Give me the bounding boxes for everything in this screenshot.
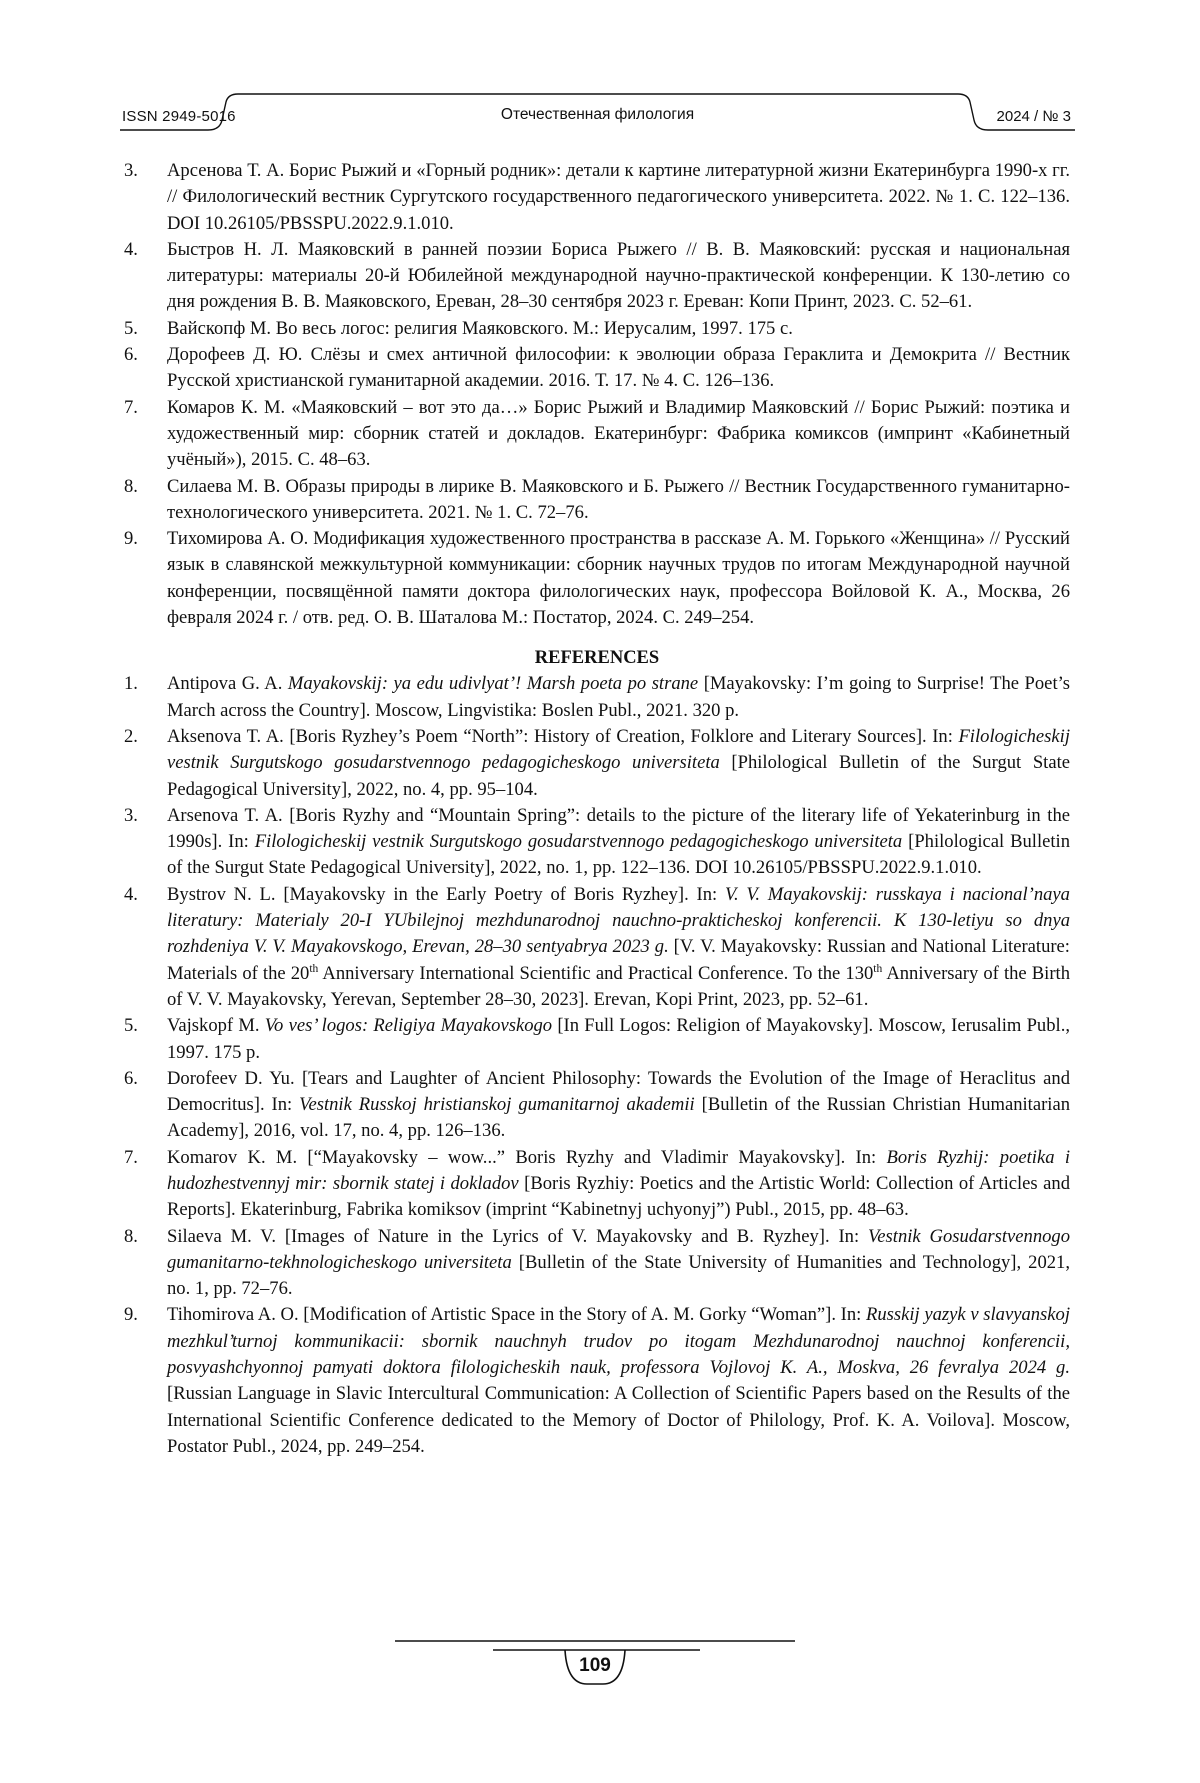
page-footer (395, 1638, 795, 1698)
item-text: Komarov K. M. [“Mayakovsky – wow...” Boris Ryzhy and Vladimir Mayakovsky]. In: Boris Ryzhij: poetika i hudozhestvennyj mir: sbornik statej i dokladov [Boris Ryzhiy: Poetics and the Artistic World: Collection of Articles and Reports]. Ekaterinburg, Fabrika komiksov (imprint “Kabinetnyj uchyonyj”) Publ., 2015, pp. 48–63. (167, 1146, 1070, 1221)
list-item (124, 1066, 1070, 1145)
item-text: Вайскопф М. Во весь логос: религия Маяковского. М.: Иерусалим, 1997. 175 с. (167, 317, 793, 339)
references-heading: REFERENCES (534, 648, 660, 669)
item-text: Bystrov N. L. [Mayakovsky in the Early Poetry of Boris Ryzhey]. In: V. V. Mayakovskij: russkaya i nacional’naya literatury: Materialy 20-I YUbilejnoj mezhdunarodnoj nauchno-prakticheskoj konferencii. K 130-letiyu so dnya rozhdeniya V. V. Mayakovskogo, Erevan, 28–30 sentyabrya 2023 g. [V. V. Mayakovsky: Russian and National Literature: Materials of the 20th Anniversary International Scientific and Practical Conference. To the 130th Anniversary of the Birth of V. V. Mayakovsky, Yerevan, September 28–30, 2023]. Erevan, Kopi Print, 2023, pp. 52–61. (167, 883, 1071, 1010)
list-item (124, 1224, 1070, 1303)
item-number: 8. (124, 1225, 138, 1247)
list-item (124, 803, 1070, 882)
item-number: 4. (124, 883, 138, 905)
item-text: Комаров К. М. «Маяковский – вот это да…» Борис Рыжий и Владимир Маяковский // Борис Рыжий: поэтика и художественный мир: сборник статей и докладов. Екатеринбург: Фабрика комиксов (импринт «Кабинетный учёный»), 2015. С. 48–63. (167, 396, 1070, 471)
reference-list-content (124, 158, 1070, 1460)
list-item (124, 158, 1070, 237)
item-number: 5. (124, 1015, 138, 1037)
list-item (124, 395, 1070, 474)
journal-title: Отечественная филология (500, 106, 695, 123)
item-number: 8. (124, 475, 138, 497)
item-text: Aksenova T. A. [Boris Ryzhey’s Poem “North”: History of Creation, Folklore and Literary Sources]. In: Filologicheskij vestnik Surgutskogo gosudarstvennogo pedagogicheskogo universiteta [Philological Bulletin of the Surgut State Pedagogical University], 2022, no. 4, pp. 95–104. (167, 725, 1070, 800)
item-text: Тихомирова А. О. Модификация художественного пространства в рассказе А. М. Горького «Женщина» // Русский язык в славянской межкультурной коммуникации: сборник научных трудов по итогам Международной научной конференции, посвящённой памяти доктора филологических наук, профессора Войловой К. А., Москва, 26 февраля 2024 г. / отв. ред. О. В. Шаталова М.: Постатор, 2024. С. 249–254. (167, 528, 1070, 629)
item-text: Дорофеев Д. Ю. Слёзы и смех античной философии: к эволюции образа Гераклита и Демокрита // Вестник Русской христианской гуманитарной академии. 2016. Т. 17. № 4. С. 126–136. (167, 344, 1070, 392)
item-text: Arsenova T. A. [Boris Ryzhy and “Mountain Spring”: details to the picture of the literary life of Yekaterinburg in the 1990s]. In: Filologicheskij vestnik Surgutskogo gosudarstvennogo pedagogicheskogo universiteta [Philological Bulletin of the Surgut State Pedagogical University], 2022, no. 1, pp. 122–136. DOI 10.26105/PBSSPU.2022.9.1.010. (167, 804, 1070, 879)
list-item (124, 1013, 1070, 1066)
item-text: Tihomirova A. O. [Modification of Artistic Space in the Story of A. M. Gorky “Woman”]. In: Russkij yazyk v slavyanskoj mezhkul’turnoj kommunikacii: sbornik nauchnyh trudov po itogam Mezhdunarodnoj nauchnoj konferencii, posvyashchyonnoj pamyati doktora filologicheskih nauk, professora Vojlovoj K. A., Moskva, 26 fevralya 2024 g. [Russian Language in Slavic Intercultural Communication: A Collection of Scientific Papers based on the Results of the International Scientific Conference dedicated to the Memory of Doctor of Philology, Prof. K. A. Voilova]. Moscow, Postator Publ., 2024, pp. 249–254. (167, 1304, 1071, 1457)
list-item (124, 1145, 1070, 1224)
item-text: Vajskopf M. Vo ves’ logos: Religiya Mayakovskogo [In Full Logos: Religion of Mayakovsky]. Moscow, Ierusalim Publ., 1997. 175 p. (167, 1015, 1070, 1063)
running-header (120, 92, 1075, 134)
list-item (124, 671, 1070, 724)
item-number: 9. (124, 1304, 138, 1326)
item-text: Antipova G. A. Mayakovskij: ya edu udivlyat’! Marsh poeta po strane [Mayakovsky: I’m going to Surprise! The Poet’s March across the Country]. Moscow, Lingvistika: Boslen Publ., 2021. 320 p. (167, 673, 1071, 721)
list-item (124, 724, 1070, 803)
list-item (124, 882, 1070, 1013)
item-number: 6. (124, 344, 138, 366)
item-text: Dorofeev D. Yu. [Tears and Laughter of Ancient Philosophy: Towards the Evolution of the Image of Heraclitus and Democritus]. In: Vestnik Russkoj hristianskoj gumanitarnoj akademii [Bulletin of the Russian Christian Humanitarian Academy], 2016, vol. 17, no. 4, pp. 126–136. (167, 1067, 1070, 1142)
english-reference-list (124, 671, 1070, 1460)
issn-label: ISSN 2949-5016 (122, 108, 236, 125)
list-item (124, 474, 1070, 527)
list-item (124, 316, 1070, 342)
item-text: Быстров Н. Л. Маяковский в ранней поэзии Бориса Рыжего // В. В. Маяковский: русская и национальная литературы: материалы 20-й Юбилейной международной научно-практической конференции. К 130-летию со дня рождения В. В. Маяковского, Ереван, 28–30 сентября 2023 г. Ереван: Копи Принт, 2023. С. 52–61. (167, 238, 1070, 313)
list-item (124, 342, 1070, 395)
item-number: 7. (124, 396, 138, 418)
item-number: 6. (124, 1067, 138, 1089)
list-item (124, 1302, 1070, 1460)
list-item (124, 526, 1070, 631)
item-number: 7. (124, 1146, 138, 1168)
item-text: Silaeva M. V. [Images of Nature in the Lyrics of V. Mayakovsky and B. Ryzhey]. In: Vestnik Gosudarstvennogo gumanitarno-tekhnologicheskogo universiteta [Bulletin of the State University of Humanities and Technology], 2021, no. 1, pp. 72–76. (167, 1225, 1071, 1300)
list-item (124, 237, 1070, 316)
page-number: 109 (579, 1655, 611, 1676)
item-number: 4. (124, 238, 138, 260)
item-number: 1. (124, 673, 138, 695)
item-text: Арсенова Т. А. Борис Рыжий и «Горный родник»: детали к картине литературной жизни Екатеринбурга 1990-х гг. // Филологический вестник Сургутского государственного педагогического университета. 2022. № 1. С. 122–136. DOI 10.26105/PBSSPU.2022.9.1.010. (167, 160, 1070, 234)
item-number: 3. (124, 804, 138, 826)
item-number: 5. (124, 317, 138, 339)
item-text: Силаева М. В. Образы природы в лирике В. Маяковского и Б. Рыжего // Вестник Государственного гуманитарно-технологического университета. 2021. № 1. С. 72–76. (167, 475, 1070, 523)
item-number: 9. (124, 528, 138, 550)
russian-reference-list (124, 158, 1070, 631)
item-number: 2. (124, 725, 138, 747)
item-number: 3. (124, 160, 138, 181)
issue-label: 2024 / № 3 (996, 108, 1071, 125)
